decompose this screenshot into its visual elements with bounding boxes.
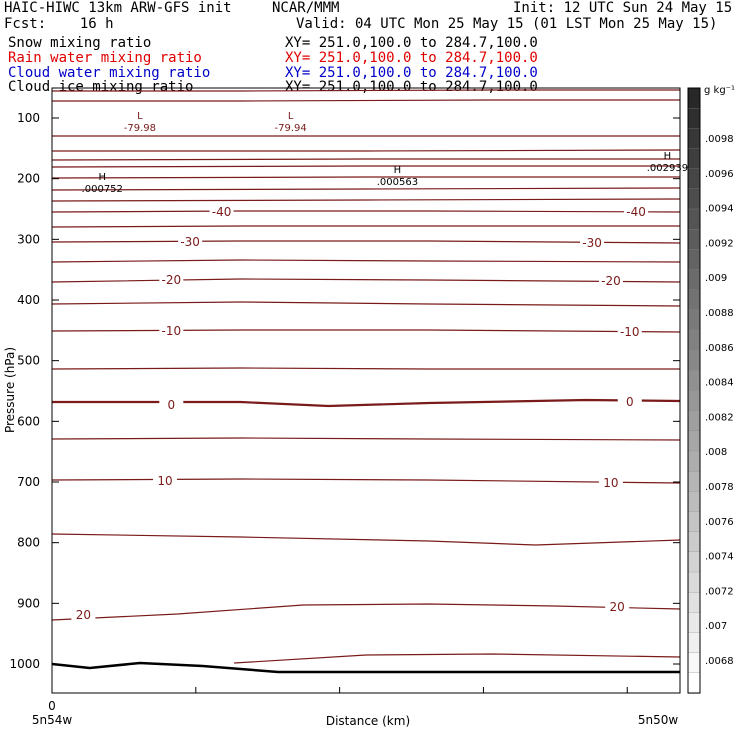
x-end-label-left: 5n54w [31, 713, 73, 727]
colorbar-segment [688, 330, 700, 351]
colorbar-label: .0094 [705, 203, 734, 215]
colorbar-label: .0074 [705, 551, 734, 563]
contour-label--30: -30 [180, 235, 200, 249]
y-tick-label: 800 [17, 535, 40, 550]
temperature-contour-line [52, 166, 680, 167]
y-tick-label: 200 [17, 171, 40, 186]
temperature-contour-line [52, 604, 680, 620]
extremum-type: L [137, 111, 143, 122]
colorbar-label: .007 [705, 621, 728, 633]
temperature-contour-line [52, 177, 680, 178]
colorbar-segment [688, 189, 700, 210]
colorbar-segment [688, 149, 700, 170]
y-tick-label: 600 [17, 414, 40, 429]
field-ice-name: Cloud ice mixing ratio [8, 79, 194, 95]
extremum-type: H [663, 151, 672, 162]
colorbar-segment [688, 592, 700, 613]
field-cloud-name: Cloud water mixing ratio [8, 65, 211, 81]
colorbar-segment [688, 491, 700, 512]
colorbar-segment [688, 370, 700, 391]
colorbar-label: .0082 [705, 412, 734, 424]
y-tick-label: 700 [17, 475, 40, 489]
temperature-contours [52, 90, 680, 663]
colorbar-label: .008 [705, 447, 728, 459]
colorbar-segment [688, 572, 700, 593]
colorbar-label: .0088 [705, 308, 734, 319]
colorbar-segment [688, 653, 700, 674]
colorbar-label: .0092 [705, 238, 734, 250]
colorbar-label: .0096 [705, 168, 734, 180]
header-title-center: NCAR/MMM [272, 0, 340, 16]
colorbar-segment [688, 411, 700, 432]
temperature-contour-line [52, 368, 680, 369]
y-tick-label: 1000 [9, 657, 40, 671]
colorbar-segment [688, 350, 700, 371]
field-cloud-xy: XY= 251.0,100.0 to 284.7,100.0 [285, 65, 538, 81]
colorbar-segment [688, 229, 700, 250]
temperature-contour-line [52, 90, 680, 91]
colorbar-label: .0068 [705, 656, 734, 667]
colorbar-segment [688, 391, 700, 412]
colorbar-segment [688, 512, 700, 533]
y-tick-label: 500 [17, 353, 40, 368]
colorbar-segment [688, 108, 700, 129]
contour-label--20: -20 [601, 274, 621, 288]
field-ice-xy: XY= 251.0,100.0 to 284.7,100.0 [285, 79, 538, 95]
y-tick-label: 300 [17, 232, 40, 247]
colorbar-segment [688, 451, 700, 472]
contour-label--40: -40 [626, 205, 646, 219]
colorbar-label: .0076 [705, 516, 734, 528]
extremum-value: .000563 [376, 177, 419, 188]
contour-label-20: 20 [609, 600, 625, 614]
temperature-contour-line [52, 400, 680, 406]
colorbar-unit: g kg⁻¹ [704, 85, 735, 96]
terrain-line [52, 663, 680, 672]
extremum-type: L [287, 111, 294, 122]
temperature-contour-line [52, 438, 680, 440]
temperature-contour-line [52, 260, 680, 262]
temperature-contour-line [234, 654, 680, 663]
plot-frame [52, 88, 680, 693]
temperature-contour-line [52, 330, 680, 332]
header-init: Init: 12 UTC Sun 24 May 15 [513, 0, 733, 16]
temperature-contour-line [52, 100, 680, 101]
temperature-contour-line [52, 199, 680, 201]
x-end-label-right: 5n50w [637, 713, 679, 727]
extremum-type: H [393, 165, 402, 176]
x-tick-label: 0 [48, 699, 56, 713]
field-rain-name: Rain water mixing ratio [8, 50, 202, 66]
colorbar-segment [688, 431, 700, 452]
colorbar-segment [688, 169, 700, 190]
y-axis-label: Pressure (hPa) [3, 346, 17, 434]
y-tick-label: 100 [17, 111, 40, 125]
colorbar-segment [688, 552, 700, 573]
extremum-value: -79.94 [274, 123, 307, 134]
colorbar-segment [688, 673, 700, 694]
contour-label-10: 10 [603, 476, 619, 490]
extremum-type: H [98, 172, 107, 183]
y-tick-label: 900 [17, 596, 40, 611]
colorbar-segment [688, 249, 700, 270]
contour-label-10: 10 [157, 474, 173, 488]
colorbar-segment [688, 290, 700, 311]
header-title-left: HAIC-HIWC 13km ARW-GFS init [4, 0, 232, 16]
field-rain-xy: XY= 251.0,100.0 to 284.7,100.0 [285, 50, 538, 66]
extremum-value: .002939 [646, 163, 689, 174]
temperature-contour-line [52, 159, 680, 160]
extremum-value: .000752 [81, 184, 123, 195]
contour-label--10: -10 [619, 325, 640, 339]
temperature-contour-line [52, 226, 680, 227]
contour-label--30: -30 [582, 236, 602, 250]
contour-label-0: 0 [625, 395, 634, 409]
colorbar-segment [688, 88, 700, 109]
colorbar [688, 88, 734, 694]
header-fcst: Fcst: 16 h [4, 16, 114, 32]
temperature-contour-line [52, 479, 680, 483]
temperature-contour-line [52, 302, 680, 306]
colorbar-segment [688, 471, 700, 492]
y-axis [9, 111, 680, 671]
colorbar-segment [688, 633, 700, 654]
terrain-surface [52, 663, 680, 672]
temperature-contour-line [52, 279, 680, 282]
colorbar-segment [688, 310, 700, 331]
colorbar-label: .0084 [705, 377, 734, 389]
y-tick-label: 400 [17, 293, 40, 307]
colorbar-label: .009 [705, 273, 728, 285]
contour-label-0: 0 [167, 398, 176, 412]
contour-label--20: -20 [161, 273, 182, 287]
temperature-contour-line [52, 150, 680, 151]
temperature-contour-line [52, 534, 680, 545]
extrema-annotations [82, 111, 689, 195]
colorbar-segment [688, 532, 700, 553]
contour-label-20: 20 [75, 608, 92, 622]
colorbar-label: .0086 [705, 342, 734, 354]
header-valid: Valid: 04 UTC Mon 25 May 15 (01 LST Mon 25 May 15) [296, 16, 718, 32]
temperature-contour-line [52, 211, 680, 212]
colorbar-segment [688, 209, 700, 230]
contour-label--10: -10 [161, 324, 182, 338]
x-axis [48, 687, 627, 713]
field-snow-name: Snow mixing ratio [8, 35, 152, 51]
temperature-contour-line [52, 188, 680, 190]
contour-label--40: -40 [211, 205, 232, 219]
colorbar-label: .0072 [705, 586, 734, 598]
x-axis-label: Distance (km) [325, 714, 411, 728]
field-snow-xy: XY= 251.0,100.0 to 284.7,100.0 [285, 35, 538, 51]
colorbar-label: .0098 [705, 134, 734, 145]
colorbar-segment [688, 270, 700, 291]
extremum-value: -79.98 [123, 123, 157, 134]
colorbar-segment [688, 128, 700, 149]
colorbar-label: .0078 [705, 482, 734, 493]
colorbar-segment [688, 612, 700, 633]
